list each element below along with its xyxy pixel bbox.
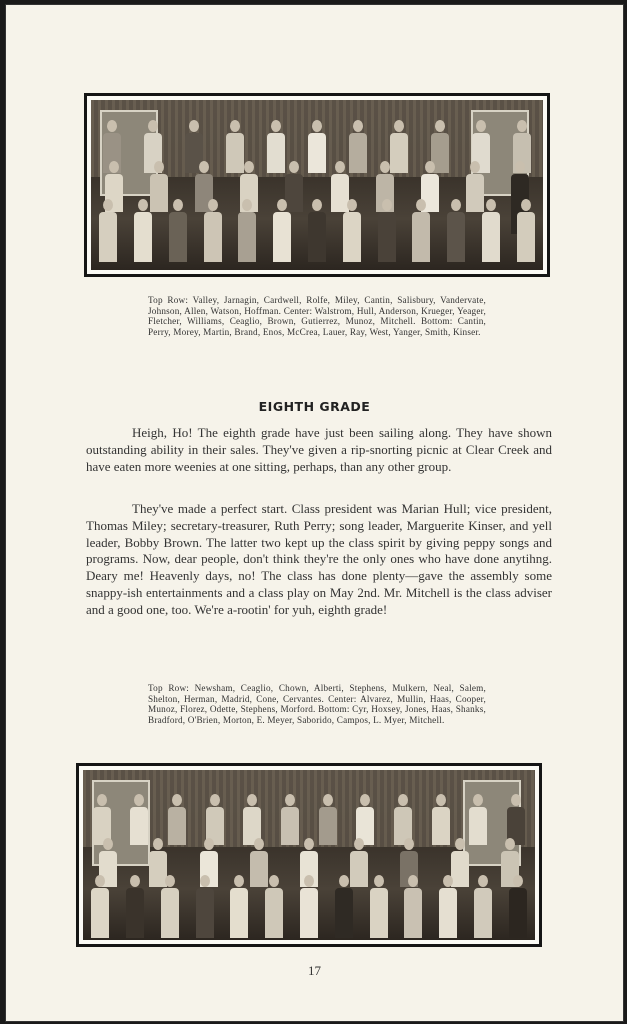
yearbook-page bbox=[5, 4, 624, 1022]
page-number: 17 bbox=[308, 963, 321, 978]
top-photo-caption: Top Row: Valley, Jarnagin, Cardwell, Rolfe, Miley, Cantin, Salisbury, Vandervate, Johnson, Allen, Watson, Hoffman. Center: Walstrom, Hull, Anderson, Krueger, Yeager, Fletcher, Williams, Ceaglio, Brown, Gutierrez, Munoz, Mitchell. Bottom: Cantin, Perry, Morey, Martin, Brand, Enos, McCrea, Lauer, Ray, West, Yanger, Smith, Kinser. bbox=[148, 295, 486, 337]
class-photo-bottom bbox=[76, 763, 542, 947]
class-photo-top bbox=[84, 93, 550, 277]
paragraph-2: They've made a perfect start. Class president was Marian Hull; vice president, Thomas Miley; secretary-treasurer, Ruth Perry; song leader, Marguerite Kinser, and yell leader, Bobby Brown. The latter two kept up the class spirit by giving peppy songs and programs. Now, dear people, don't think they're the only ones who have done anytihng. Deary me! Heavenly days, no! The class has done plenty—gave the assembly some snappy-ish entertainments and a class play on May 2nd. Mr. Mitchell is the class adviser and a good one, too. We're a-rootin' for yuh, eighth grade! bbox=[86, 501, 552, 617]
bottom-photo-caption: Top Row: Newsham, Ceaglio, Chown, Alberti, Stephens, Mulkern, Neal, Salem, Shelton, Herman, Madrid, Cone, Cervantes. Center: Alvarez, Mullin, Haas, Cooper, Munoz, Florez, Odette, Stephens, Morford. Bottom: Cyr, Hoxsey, Jones, Haas, Shanks, Bradford, O'Brien, Morton, E. Meyer, Saborido, Campos, L. Myer, Mitchell. bbox=[148, 683, 486, 725]
paragraph-1: Heigh, Ho! The eighth grade have just been sailing along. They have shown outstanding ability in their sales. They've given a rip-snorting picnic at Clear Creek and have eaten more weenies at one sitting, perhaps, than any other group. bbox=[86, 425, 552, 474]
section-heading: EIGHTH GRADE bbox=[258, 399, 371, 414]
